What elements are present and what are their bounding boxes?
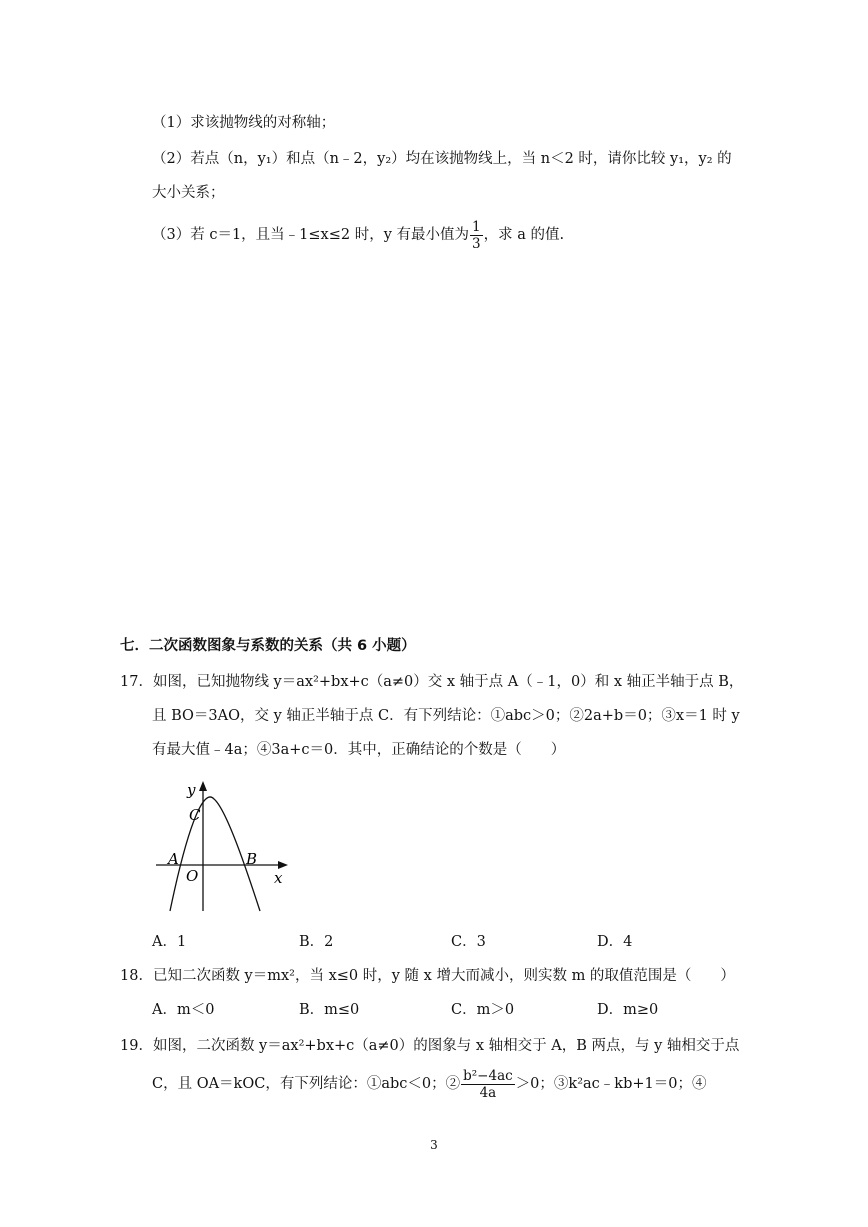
q19-line2-text: C，且 OA＝kOC，有下列结论：①abc＜0；②	[152, 1076, 461, 1092]
q17-options	[0, 932, 868, 952]
fraction-numerator: 1	[472, 218, 481, 235]
q16-part1: （1）求该抛物线的对称轴；	[152, 115, 336, 131]
discriminant-fraction	[461, 1068, 515, 1101]
label-C: C	[189, 806, 201, 824]
label-x: x	[274, 869, 283, 887]
q17-line3: 有最大值﹣4a；④3a+c＝0．其中，正确结论的个数是（ ）	[152, 742, 566, 758]
q18-option-a[interactable]: A．m＜0	[152, 1002, 215, 1018]
section-heading: 七．二次函数图象与系数的关系（共 6 小题）	[120, 638, 416, 654]
x-axis-arrow	[278, 861, 288, 869]
q16-part3-tail: ，求 a 的值.	[483, 227, 565, 243]
q17-option-a[interactable]: A．1	[152, 934, 187, 950]
q19-line2	[152, 1066, 706, 1102]
q17-line2: 且 BO＝3AO，交 y 轴正半轴于点 C．有下列结论：①abc＞0；②2a+b＝0；③x＝1 时 y	[152, 708, 740, 724]
q18-option-b[interactable]: B．m≤0	[299, 1002, 360, 1018]
q16-part3	[152, 218, 564, 252]
q18-options	[0, 1000, 868, 1020]
q17-option-b[interactable]: B．2	[299, 934, 334, 950]
q16-part3-text: （3）若 c＝1，且当﹣1≤x≤2 时，y 有最小值为	[152, 227, 470, 243]
label-O: O	[186, 867, 199, 885]
q17-line1: 17．如图，已知抛物线 y＝ax²+bx+c（a≠0）交 x 轴于点 A（﹣1，0）和 x 轴正半轴于点 B，	[120, 674, 744, 690]
one-third-fraction	[470, 219, 483, 252]
q18-option-c[interactable]: C．m＞0	[451, 1002, 515, 1018]
label-B: B	[246, 850, 258, 868]
fraction-numerator: b²−4ac	[463, 1067, 513, 1084]
label-y: y	[187, 781, 196, 799]
y-axis-arrow	[199, 781, 207, 791]
q16-part2-line2: 大小关系；	[152, 185, 225, 201]
q19-line2-tail: ＞0；③k²ac﹣kb+1＝0；④	[515, 1076, 707, 1092]
fraction-denominator: 4a	[479, 1084, 497, 1101]
label-A: A	[168, 850, 179, 868]
q18-option-d[interactable]: D．m≥0	[597, 1002, 659, 1018]
q16-part2-line1: （2）若点（n，y₁）和点（n﹣2，y₂）均在该抛物线上，当 n＜2 时，请你比较 y₁，y₂ 的	[152, 151, 732, 167]
q18-line1: 18．已知二次函数 y＝mx²，当 x≤0 时，y 随 x 增大而减小，则实数 m 的取值范围是（ ）	[120, 968, 735, 984]
page-number: 3	[430, 1138, 438, 1152]
q17-option-c[interactable]: C．3	[451, 934, 486, 950]
q19-line1: 19．如图，二次函数 y＝ax²+bx+c（a≠0）的图象与 x 轴相交于 A，B 两点，与 y 轴相交于点	[120, 1038, 740, 1054]
parabola-figure	[150, 775, 300, 915]
q17-option-d[interactable]: D．4	[597, 934, 633, 950]
fraction-denominator: 3	[472, 235, 481, 252]
